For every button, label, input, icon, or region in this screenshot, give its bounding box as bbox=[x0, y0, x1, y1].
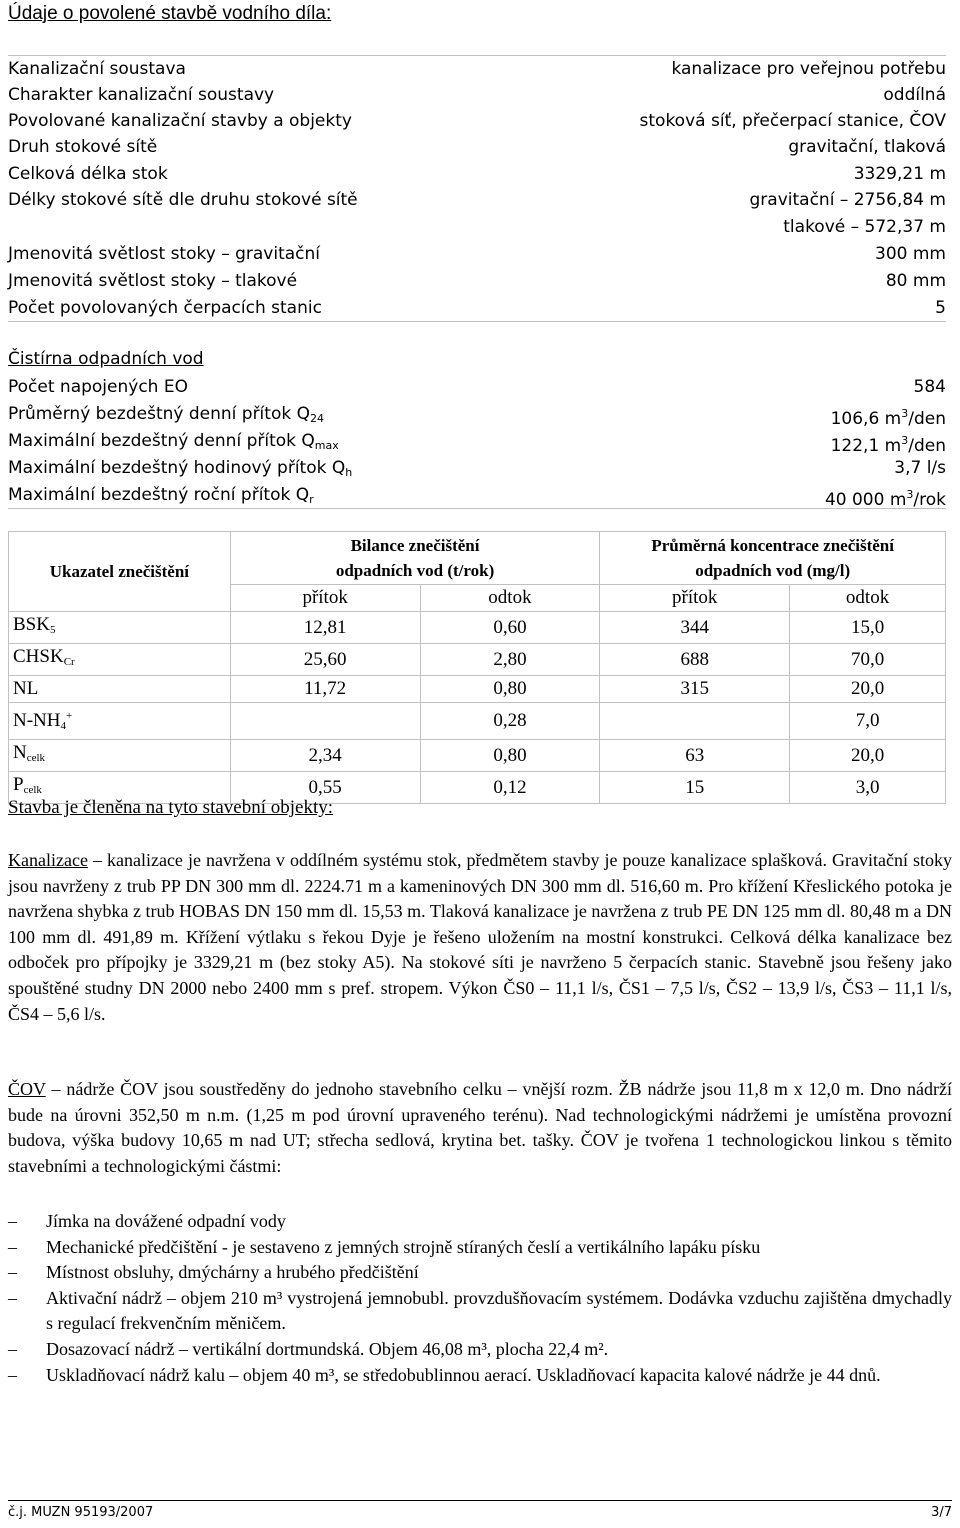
cell-conc-in: 344 bbox=[600, 612, 790, 644]
indicator-name: NL bbox=[13, 678, 39, 699]
cov-row-value-text: 106,6 m bbox=[830, 409, 902, 429]
dash-bullet: – bbox=[8, 1287, 17, 1308]
cov-row-value-text: 122,1 m bbox=[830, 436, 902, 456]
pollution-table bbox=[8, 531, 946, 804]
cov-heading: Čistírna odpadních vod bbox=[8, 349, 204, 369]
info-row-value: gravitační, tlaková bbox=[788, 137, 946, 157]
cell-conc-out: 3,0 bbox=[790, 772, 946, 804]
table-row bbox=[9, 740, 946, 772]
cell-bal-out: 0,80 bbox=[420, 740, 600, 772]
table-row bbox=[9, 703, 946, 740]
info-row-label: Délky stokové sítě dle druhu stokové sítě bbox=[8, 190, 358, 210]
cell-bal-out: 0,80 bbox=[420, 676, 600, 703]
cell-conc-in: 315 bbox=[600, 676, 790, 703]
cov-row-label-text: Počet napojených EO bbox=[8, 377, 188, 397]
list-item bbox=[8, 1286, 952, 1337]
info-row bbox=[8, 161, 946, 187]
list-item bbox=[8, 1337, 952, 1363]
cell-bal-out: 0,60 bbox=[420, 612, 600, 644]
indicator-subscript: Cr bbox=[63, 656, 75, 668]
indicator-name: N bbox=[13, 742, 27, 763]
info-row-label: Celková délka stok bbox=[8, 164, 168, 184]
cov-row-value bbox=[894, 455, 946, 481]
cov-row bbox=[8, 455, 946, 481]
info-row-value: 3329,21 m bbox=[853, 164, 946, 184]
cov-row-unit: /den bbox=[908, 409, 946, 429]
cell-conc-out: 15,0 bbox=[790, 612, 946, 644]
info-row bbox=[8, 268, 946, 294]
list-item-text: Uskladňovací nádrž kalu – objem 40 m³, se středobublinnou aerací. Uskladňovací kapacita kalové nádrže je 44 dnů. bbox=[46, 1364, 881, 1385]
info-row-value: oddílná bbox=[883, 85, 946, 105]
cov-row bbox=[8, 428, 946, 454]
info-row bbox=[8, 295, 946, 322]
cov-parts-list bbox=[8, 1209, 952, 1388]
kanalizace-term: Kanalizace bbox=[8, 850, 88, 870]
info-row-value: stoková síť, přečerpací stanice, ČOV bbox=[639, 111, 946, 131]
info-row-value: 300 mm bbox=[875, 244, 946, 264]
sub-in-balance: přítok bbox=[230, 585, 420, 612]
indicator-cell bbox=[9, 703, 231, 740]
info-row-value: tlakové – 572,37 m bbox=[783, 217, 946, 237]
cov-text: – nádrže ČOV jsou soustředěny do jednoho stavebního celku – vnější rozm. ŽB nádrže jsou 11,8 m x 12,0 m. Dno nádrží bude na úrovni 352,50 m n.m. (1,25 m pod úrovní upraveného terénu). Nad technologickými nádržemi je umístěna provozní budova, výška budovy 10,65 m nad UT; střecha sedlová, krytina bet. tašky. ČOV je tvořena 1 technologickou linkou s těmito stavebními a technologickými částmi: bbox=[8, 1079, 952, 1176]
cov-row-label bbox=[8, 482, 314, 513]
cell-bal-in: 12,81 bbox=[230, 612, 420, 644]
table-row bbox=[9, 644, 946, 676]
col-balance-line2: odpadních vod (t/rok) bbox=[335, 561, 495, 580]
cov-row-value-superscript: 3 bbox=[906, 488, 914, 501]
footer-reference: č.j. MUZN 95193/2007 bbox=[8, 1505, 154, 1520]
cov-row bbox=[8, 374, 946, 400]
cov-row bbox=[8, 401, 946, 427]
info-row bbox=[8, 241, 946, 267]
indicator-name: BSK bbox=[13, 614, 50, 635]
cell-bal-in: 0,55 bbox=[230, 772, 420, 804]
cell-bal-in: 2,34 bbox=[230, 740, 420, 772]
info-row-label: Kanalizační soustava bbox=[8, 59, 186, 79]
cell-conc-out: 70,0 bbox=[790, 644, 946, 676]
sub-in-conc: přítok bbox=[600, 585, 790, 612]
cov-row-value bbox=[825, 482, 946, 513]
cov-row-value-superscript: 3 bbox=[901, 407, 909, 420]
indicator-cell bbox=[9, 644, 231, 676]
cell-conc-in: 15 bbox=[600, 772, 790, 804]
info-row-value: gravitační – 2756,84 m bbox=[749, 190, 946, 210]
indicator-name: P bbox=[13, 774, 24, 795]
list-item-text: Dosazovací nádrž – vertikální dortmundská. Objem 46,08 m³, plocha 22,4 m². bbox=[46, 1338, 609, 1359]
cov-row-label bbox=[8, 374, 188, 400]
cell-bal-out: 2,80 bbox=[420, 644, 600, 676]
info-row-value: kanalizace pro veřejnou potřebu bbox=[671, 59, 946, 79]
table-row bbox=[9, 676, 946, 703]
info-row bbox=[8, 134, 946, 160]
cell-bal-out: 0,12 bbox=[420, 772, 600, 804]
cell-bal-in bbox=[230, 703, 420, 740]
info-row bbox=[8, 82, 946, 108]
list-item-text: Mechanické předčištění - je sestaveno z jemných strojně stíraných česlí a vertikálního lapáku písku bbox=[46, 1236, 761, 1257]
col-conc-line2: odpadních vod (mg/l) bbox=[695, 561, 851, 580]
cell-conc-out: 7,0 bbox=[790, 703, 946, 740]
info-row-label: Počet povolovaných čerpacích stanic bbox=[8, 298, 322, 318]
cov-row-unit: /rok bbox=[913, 490, 946, 510]
indicator-superscript: + bbox=[66, 710, 73, 722]
footer-page-number: 3/7 bbox=[931, 1505, 952, 1520]
info-row-label: Druh stokové sítě bbox=[8, 137, 158, 157]
list-item-text: Aktivační nádrž – objem 210 m³ vystrojená jemnobubl. provzdušňovacím systémem. Dodávka vzduchu zajištěna dmychadly s regulací frekvenčním měničem. bbox=[46, 1287, 952, 1334]
cell-conc-in: 63 bbox=[600, 740, 790, 772]
kanalizace-paragraph bbox=[8, 848, 952, 1027]
indicator-cell bbox=[9, 740, 231, 772]
indicator-cell bbox=[9, 676, 231, 703]
dash-bullet: – bbox=[8, 1262, 17, 1283]
cov-row-label-text: Maximální bezdeštný roční přítok Q bbox=[8, 485, 310, 505]
cov-term: ČOV bbox=[8, 1079, 46, 1099]
cell-bal-out: 0,28 bbox=[420, 703, 600, 740]
cov-row-label-text: Průměrný bezdeštný denní přítok Q bbox=[8, 404, 310, 424]
list-item bbox=[8, 1209, 952, 1235]
dash-bullet: – bbox=[8, 1236, 17, 1257]
indicator-name: N-NH bbox=[13, 710, 61, 731]
indicator-subscript: 4 bbox=[60, 720, 66, 732]
info-row-value: 80 mm bbox=[885, 271, 946, 291]
cov-row-label-text: Maximální bezdeštný denní přítok Q bbox=[8, 431, 315, 451]
indicator-cell bbox=[9, 612, 231, 644]
cell-bal-in: 11,72 bbox=[230, 676, 420, 703]
cov-row-label-subscript: r bbox=[309, 493, 314, 506]
list-item bbox=[8, 1260, 952, 1286]
col-conc-line1: Průměrná koncentrace znečištění bbox=[651, 536, 894, 555]
cov-row-label-text: Maximální bezdeštný hodinový přítok Q bbox=[8, 458, 346, 478]
dash-bullet: – bbox=[8, 1338, 17, 1359]
list-item-text: Místnost obsluhy, dmýchárny a hrubého předčištění bbox=[46, 1262, 419, 1283]
info-row bbox=[8, 108, 946, 134]
col-indicator-header: Ukazatel znečištění bbox=[9, 532, 231, 612]
cov-row-label-subscript: h bbox=[345, 466, 353, 479]
cell-bal-in: 25,60 bbox=[230, 644, 420, 676]
col-conc-header bbox=[600, 532, 946, 585]
kanalizace-text: – kanalizace je navržena v oddílném systému stok, předmětem stavby je pouze kanalizace splašková. Gravitační stoky jsou navrženy z trub PP DN 300 mm dl. 2224.71 m a kameninových DN 300 mm dl. 516,60 m. Pro křížení Křeslického potoka je navržena shybka z trub HOBAS DN 150 mm dl. 15,53 m. Tlaková kanalizace je navržena z trub PE DN 125 mm dl. 80,48 m a DN 100 mm dl. 491,89 m. Křížení výtlaku s řekou Dyje je řešeno uložením na mostní konstrukci. Celková délka kanalizace bez odboček pro přípojky je 3329,21 m (bez stoky A5). Na stokové síti je navrženo 5 čerpacích stanic. Stavebně jsou řešeny jako spouštěné studny DN 2000 nebo 2400 mm s pref. stropem. Výkon ČS0 – 11,1 l/s, ČS1 – 7,5 l/s, ČS2 – 13,9 l/s, ČS3 – 11,1 l/s, ČS4 – 5,6 l/s. bbox=[8, 850, 952, 1024]
info-row-label: Povolované kanalizační stavby a objekty bbox=[8, 111, 352, 131]
info-row-label: Jmenovitá světlost stoky – gravitační bbox=[8, 244, 321, 264]
cell-conc-out: 20,0 bbox=[790, 740, 946, 772]
sub-out-conc: odtok bbox=[790, 585, 946, 612]
info-row-label: Charakter kanalizační soustavy bbox=[8, 85, 275, 105]
cov-row-label-subscript: 24 bbox=[309, 412, 324, 425]
col-balance-line1: Bilance znečištění bbox=[350, 536, 480, 555]
cov-row-value-superscript: 3 bbox=[901, 434, 909, 447]
cov-row-value bbox=[914, 374, 946, 400]
list-item-text: Jímka na dovážené odpadní vody bbox=[46, 1211, 286, 1231]
page-title: Údaje o povolené stavbě vodního díla: bbox=[8, 3, 332, 24]
cov-row-value-text: 584 bbox=[913, 377, 946, 397]
dash-bullet: – bbox=[8, 1211, 17, 1231]
dash-bullet: – bbox=[8, 1364, 17, 1385]
info-row bbox=[8, 214, 946, 240]
list-item bbox=[8, 1235, 952, 1261]
cov-row bbox=[8, 482, 946, 509]
cov-paragraph bbox=[8, 1077, 952, 1179]
cov-row-value-text: 3,7 l/s bbox=[894, 458, 946, 478]
cov-row-value-text: 40 000 m bbox=[824, 490, 907, 510]
cov-row-unit: /den bbox=[908, 436, 946, 456]
cell-conc-out: 20,0 bbox=[790, 676, 946, 703]
indicator-subscript: celk bbox=[23, 784, 42, 796]
table-row bbox=[9, 612, 946, 644]
cell-conc-in bbox=[600, 703, 790, 740]
table-header-row bbox=[9, 532, 946, 585]
page-footer bbox=[8, 1500, 952, 1520]
col-balance-header bbox=[230, 532, 600, 585]
cell-conc-in: 688 bbox=[600, 644, 790, 676]
objects-heading: Stavba je členěna na tyto stavební objekty: bbox=[8, 797, 334, 818]
list-item bbox=[8, 1363, 952, 1389]
info-row bbox=[8, 187, 946, 213]
indicator-name: CHSK bbox=[13, 646, 64, 667]
info-row-value: 5 bbox=[935, 298, 946, 318]
info-row bbox=[8, 55, 946, 82]
indicator-subscript: 5 bbox=[49, 624, 56, 636]
cov-row-label-subscript: max bbox=[314, 439, 339, 452]
info-row-label: Jmenovitá světlost stoky – tlakové bbox=[8, 271, 298, 291]
sub-out-balance: odtok bbox=[420, 585, 600, 612]
indicator-subscript: celk bbox=[26, 752, 46, 764]
pollution-table-body bbox=[9, 612, 946, 804]
